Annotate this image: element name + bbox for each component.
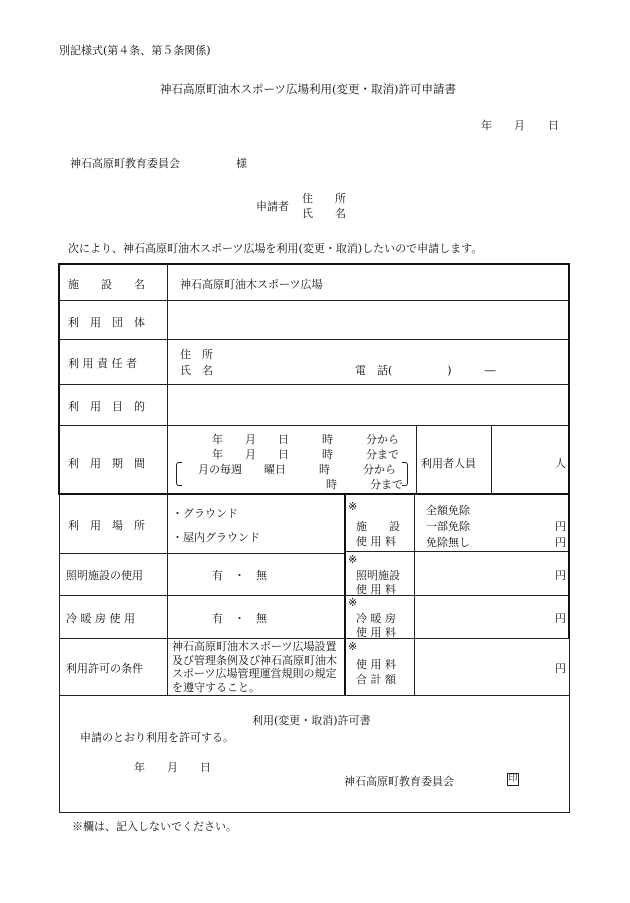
yen-unit-ac: 円 bbox=[555, 612, 566, 625]
ac-options: 有 ・ 無 bbox=[212, 612, 267, 625]
period-line-1: 年 月 日 時 分から bbox=[212, 433, 399, 446]
ac-fee-label-2: 使 用 料 bbox=[356, 626, 396, 639]
users-count-label: 利用者人員 bbox=[421, 457, 476, 470]
date-month: 月 bbox=[514, 119, 525, 132]
facility-name-label: 施 設 名 bbox=[68, 278, 145, 291]
period-line-3: 月の毎週 曜日 時 分から bbox=[198, 463, 396, 476]
note-mark-total: ※ bbox=[348, 640, 358, 653]
place-option-ground: ・グラウンド bbox=[172, 507, 238, 520]
period-right-bracket bbox=[402, 462, 408, 486]
conditions-text: 神石高原町油木スポーツ広場設置及び管理条例及び神石高原町油木スポーツ広場管理運営規則の規定を遵守すること。 bbox=[172, 640, 337, 694]
period-line-2: 年 月 日 時 分まで bbox=[212, 448, 399, 461]
seal-box: 印 bbox=[508, 774, 518, 784]
phone-field: 電 話( ) ― bbox=[355, 364, 496, 377]
intro-text: 次により、神石高原町油木スポーツ広場を利用(変更・取消)したいので申請します。 bbox=[68, 242, 483, 255]
purpose-field[interactable] bbox=[168, 385, 569, 425]
form-title: 神石高原町油木スポーツ広場利用(変更・取消)許可申請書 bbox=[160, 82, 457, 96]
responsible-name-label: 氏 名 bbox=[180, 364, 213, 377]
total-fee-label-2: 合 計 額 bbox=[356, 673, 396, 686]
place-label: 利 用 場 所 bbox=[68, 519, 145, 532]
addressee: 神石高原町教育委員会 bbox=[70, 157, 180, 170]
users-count-unit: 人 bbox=[555, 457, 566, 470]
period-left-bracket bbox=[176, 462, 182, 486]
permit-statement: 申請のとおり利用を許可する。 bbox=[80, 731, 234, 744]
ac-fee-label-1: 冷 暖 房 bbox=[356, 612, 396, 625]
footer-note: ※欄は、記入しないでください。 bbox=[72, 820, 237, 833]
user-group-label: 利 用 団 体 bbox=[68, 316, 145, 329]
exempt-none: 免除無し bbox=[426, 536, 470, 549]
responsible-address-label: 住 所 bbox=[180, 348, 213, 361]
form-reference: 別記様式(第４条、第５条関係) bbox=[59, 44, 211, 57]
period-label: 利 用 期 間 bbox=[68, 457, 145, 470]
note-mark-ac: ※ bbox=[348, 596, 358, 609]
lighting-fee-label-1: 照明施設 bbox=[356, 569, 400, 582]
applicant-address-label: 住 所 bbox=[302, 192, 346, 205]
ac-label: 冷 暖 房 使 用 bbox=[66, 612, 135, 625]
addressee-honorific: 様 bbox=[236, 157, 247, 170]
note-mark-lighting: ※ bbox=[348, 553, 358, 566]
yen-unit-lighting: 円 bbox=[555, 569, 566, 582]
permit-issuer: 神石高原町教育委員会 bbox=[344, 775, 454, 788]
exempt-partial: 一部免除 bbox=[426, 520, 470, 533]
lighting-options: 有 ・ 無 bbox=[212, 569, 267, 582]
permit-title: 利用(変更・取消)許可書 bbox=[252, 714, 371, 727]
date-year: 年 bbox=[481, 119, 492, 132]
conditions-label: 利用許可の条件 bbox=[66, 662, 143, 675]
yen-unit-total: 円 bbox=[555, 662, 566, 675]
responsible-person-label: 利 用 責 任 者 bbox=[68, 357, 137, 370]
total-fee-label-1: 使 用 料 bbox=[356, 658, 396, 671]
yen-unit-none: 円 bbox=[555, 536, 566, 549]
permit-date: 年 月 日 bbox=[134, 761, 211, 774]
facility-name-value: 神石高原町油木スポーツ広場 bbox=[180, 278, 323, 291]
note-mark-fee: ※ bbox=[348, 500, 358, 513]
lighting-fee-label-2: 使 用 料 bbox=[356, 583, 396, 596]
yen-unit-partial: 円 bbox=[555, 520, 566, 533]
user-group-field[interactable] bbox=[168, 301, 569, 339]
period-line-4: 時 分まで bbox=[326, 478, 403, 491]
place-option-indoor: ・屋内グラウンド bbox=[172, 531, 260, 544]
purpose-label: 利 用 目 的 bbox=[68, 400, 145, 413]
exempt-full: 全額免除 bbox=[426, 504, 470, 517]
date-day: 日 bbox=[548, 119, 559, 132]
facility-fee-label-1: 施 設 bbox=[356, 520, 400, 533]
facility-fee-label-2: 使 用 料 bbox=[356, 535, 396, 548]
applicant-label: 申請者 bbox=[256, 200, 289, 213]
lighting-label: 照明施設の使用 bbox=[66, 569, 143, 582]
applicant-name-label: 氏 名 bbox=[302, 207, 346, 220]
